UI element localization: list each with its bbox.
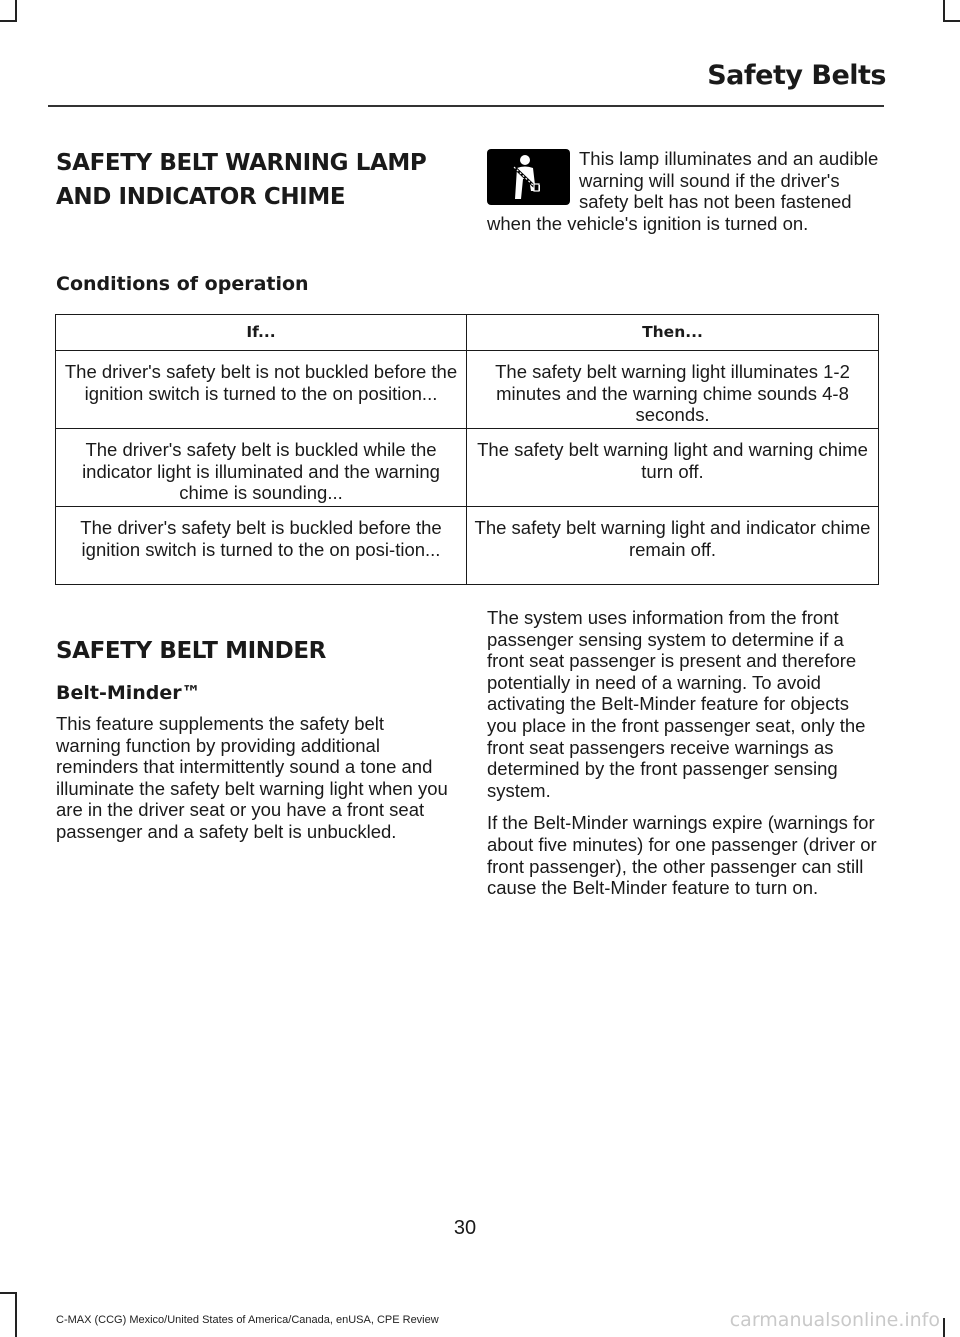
result-cell: The safety belt warning light and indicator chime remain off. — [467, 507, 879, 585]
passenger-sensing-paragraph: The system uses information from the front passenger sensing system to determine if a front seat passenger is present and therefore potentially in need of a warning. To avoid activating the Belt-Minder feature for objects you place in the front passenger seat, only the front seat passengers receive warnings as determined by the front passenger sensing system. — [487, 607, 866, 801]
crop-mark — [943, 1318, 945, 1337]
conditions-heading: Conditions of operation — [56, 273, 309, 295]
crop-mark — [0, 20, 17, 22]
section-title-belt-minder: SAFETY BELT MINDER — [56, 638, 326, 664]
belt-minder-subheading: Belt-Minder™ — [56, 682, 201, 704]
crop-mark — [0, 1292, 17, 1294]
table-row — [56, 507, 879, 585]
result-cell: The safety belt warning light illuminates 1-2 minutes and the warning chime sounds 4-8 seconds. — [467, 351, 879, 429]
column-header-then: Then... — [467, 315, 879, 351]
lamp-description-block — [487, 148, 882, 234]
section-title-line-2: AND INDICATOR CHIME — [56, 184, 346, 210]
crop-mark — [15, 1292, 17, 1337]
crop-mark — [15, 0, 17, 20]
watermark: carmanualsonline.info — [729, 1309, 940, 1331]
condition-cell: The driver's safety belt is not buckled before the ignition switch is turned to the on position... — [56, 351, 467, 429]
conditions-table — [55, 314, 879, 585]
document-info: C-MAX (CCG) Mexico/United States of America/Canada, enUSA, CPE Review — [56, 1314, 439, 1326]
page-number: 30 — [453, 1217, 477, 1239]
section-title-warning-lamp — [56, 146, 456, 214]
icon-spacer — [487, 148, 579, 212]
table-row — [56, 351, 879, 429]
section-title-line-1: SAFETY BELT WARNING LAMP — [56, 150, 427, 176]
page-header-title: Safety Belts — [707, 60, 886, 91]
crop-mark — [943, 20, 960, 22]
lamp-description: This lamp illuminates and an audible warning will sound if the driver's safety belt has not been fastened when the vehicle's ignition is turned on. — [487, 148, 879, 234]
table-header-row — [56, 315, 879, 351]
result-cell: The safety belt warning light and warning chime turn off. — [467, 429, 879, 507]
condition-cell: The driver's safety belt is buckled before the ignition switch is turned to the on posi-tion... — [56, 507, 467, 585]
condition-cell: The driver's safety belt is buckled while the indicator light is illuminated and the warning chime is sounding... — [56, 429, 467, 507]
right-column — [487, 607, 882, 899]
header-rule — [48, 105, 884, 107]
warnings-expire-paragraph: If the Belt-Minder warnings expire (warnings for about five minutes) for one passenger (driver or front passenger), the other passenger can still cause the Belt-Minder feature to turn on. — [487, 812, 877, 899]
crop-mark — [943, 0, 945, 20]
column-header-if: If... — [56, 315, 467, 351]
table-row — [56, 429, 879, 507]
belt-minder-description: This feature supplements the safety belt warning function by providing additional reminders that intermittently sound a tone and illuminate the safety belt warning light when you are in the driver seat or you have a front seat passenger and a safety belt is unbuckled. — [56, 713, 448, 842]
left-column — [56, 713, 452, 843]
